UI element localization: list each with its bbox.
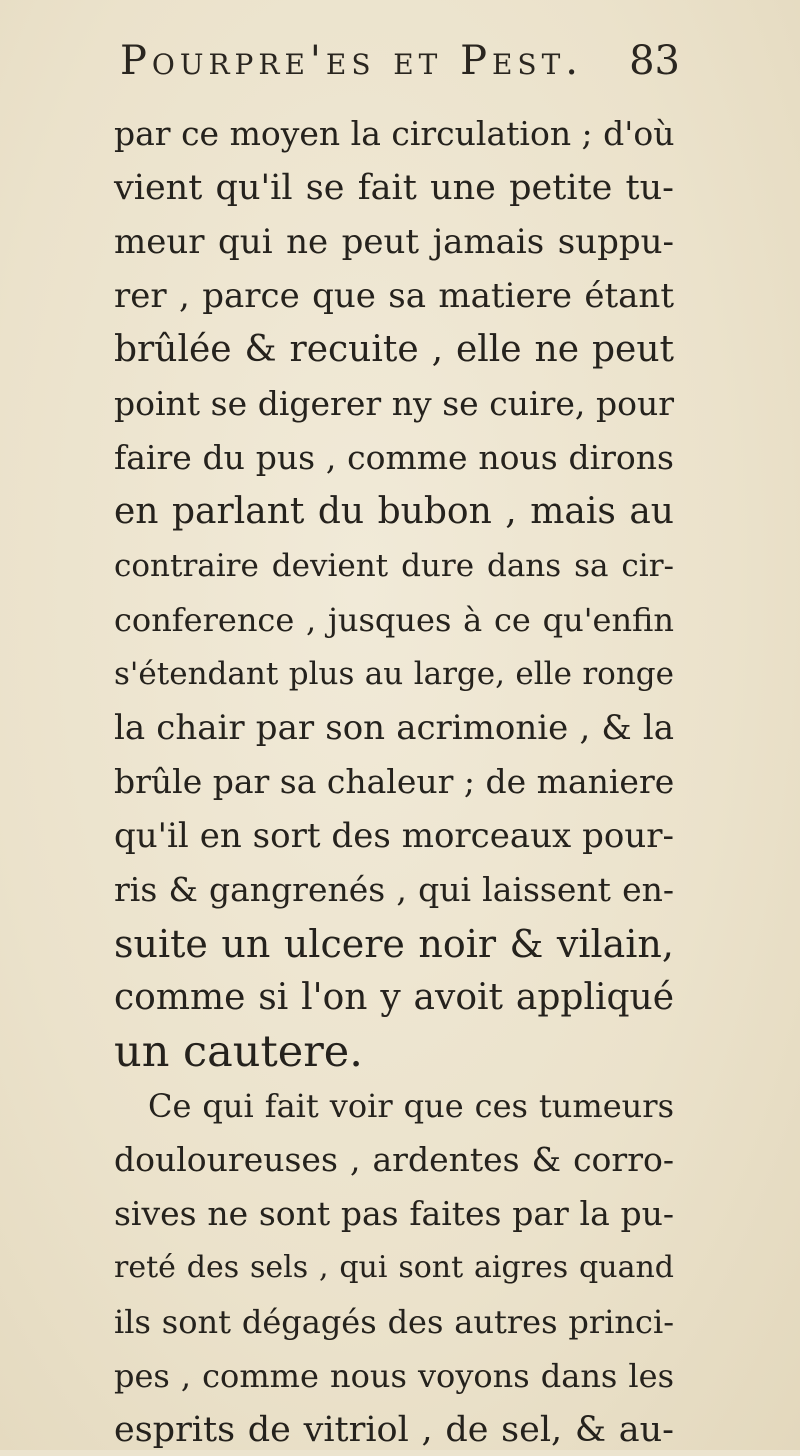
page-number: 83 xyxy=(629,38,680,84)
text-line: la chair par son acrimonie , & la xyxy=(114,708,674,748)
text-line: meur qui ne peut jamais suppu- xyxy=(114,222,674,262)
text-line: contraire devient dure dans sa cir- xyxy=(114,548,674,584)
text-line: brûlée & recuite , elle ne peut xyxy=(114,329,674,370)
running-head: Pourpre'es et Pest. xyxy=(120,38,583,84)
text-line: par ce moyen la circulation ; d'où xyxy=(114,114,675,153)
text-line: suite un ulcere noir & vilain, xyxy=(114,922,674,966)
text-line: s'étendant plus au large, elle ronge xyxy=(114,656,674,692)
text-line: conference , jusques à ce qu'enfin xyxy=(114,601,674,639)
body-text xyxy=(0,108,800,1450)
text-line: esprits de vitriol , de sel, & au- xyxy=(114,1410,674,1450)
text-line: en parlant du bubon , mais au xyxy=(114,491,674,532)
text-line: reté des sels , qui sont aigres quand xyxy=(114,1250,674,1285)
text-line: sives ne sont pas faites par la pu- xyxy=(114,1194,674,1233)
text-line: rer , parce que sa matiere étant xyxy=(114,276,674,316)
text-line: qu'il en sort des morceaux pour- xyxy=(114,816,674,856)
page-header xyxy=(120,38,680,100)
text-line: point se digerer ny se cuire, pour xyxy=(114,384,674,423)
paragraph-end-line: un cautere. xyxy=(114,1027,363,1077)
text-line: brûle par sa chaleur ; de maniere xyxy=(114,762,675,801)
text-line: faire du pus , comme nous dirons xyxy=(114,438,674,477)
text-line: vient qu'il se fait une petite tu- xyxy=(114,168,674,208)
text-line: pes , comme nous voyons dans les xyxy=(114,1357,674,1395)
text-line: ris & gangrenés , qui laissent en- xyxy=(114,870,674,909)
paragraph-start-line: Ce qui fait voir que ces tumeurs xyxy=(148,1087,674,1125)
text-line: comme si l'on y avoit appliqué xyxy=(114,977,674,1018)
text-line: douloureuses , ardentes & corro- xyxy=(114,1140,674,1179)
text-line: ils sont dégagés des autres princi- xyxy=(114,1303,674,1341)
